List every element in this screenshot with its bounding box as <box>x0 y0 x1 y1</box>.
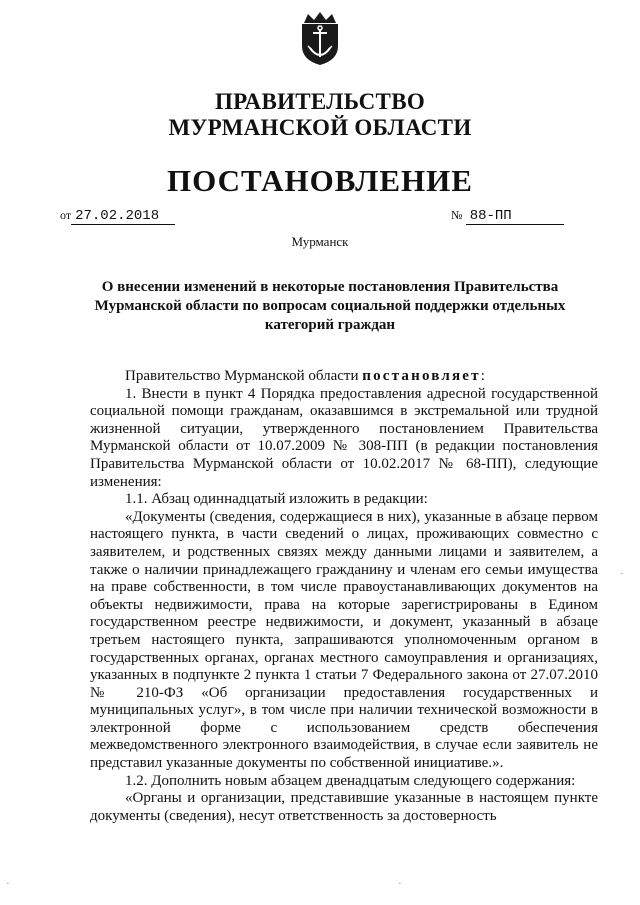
paragraph-1-1: 1.1. Абзац одиннадцатый изложить в редакции: <box>125 491 428 508</box>
document-title: О внесении изменений в некоторые постановления Правительства Мурманской области по вопросам социальной поддержки отдельных категорий граждан <box>94 279 566 333</box>
document-body <box>90 368 598 825</box>
document-type: ПОСТАНОВЛЕНИЕ <box>167 163 473 198</box>
preamble <box>90 368 598 386</box>
number-value: 88-ПП <box>466 208 564 225</box>
paragraph-1: 1. Внести в пункт 4 Порядка предоставления адресной государственной социальной помощи гражданам, оказавшимся в экстремальной или трудной жизненной ситуации, утвержденного постановлением Правительства Мурманской области от 10.07.2009 № 308-ПП (в редакции постановления Правительства Мурманской области от 10.02.2017 № 68-ПП), следующие изменения: <box>90 385 598 490</box>
scan-mark: · <box>620 568 624 580</box>
scan-mark: · <box>398 878 402 890</box>
city: Мурманск <box>291 234 349 249</box>
coat-of-arms-icon <box>298 10 342 66</box>
document-number <box>451 207 564 225</box>
number-label: № <box>451 208 463 222</box>
paragraph-quote-2: «Органы и организации, представившие указанные в настоящем пункте документы (сведения), несут ответственность за достоверность <box>90 790 598 824</box>
preamble-verb: постановляет <box>362 368 481 384</box>
document-date <box>60 207 175 225</box>
organization-name-line1: ПРАВИТЕЛЬСТВО <box>214 89 426 114</box>
organization-name-line2: МУРМАНСКОЙ ОБЛАСТИ <box>168 115 472 140</box>
paragraph-quote-1: «Документы (сведения, содержащиеся в них), указанные в абзаце первом настоящего пункта, в части сведений о лицах, проживающих совместно с заявителем, и родственных связях между данными лицами и заявителем, а также о наличии принадлежащего гражданину и членам его семьи имущества на праве собственности, в том числе правоустанавливающих документов на объекты недвижимости, права на которые зарегистрированы в Едином государственном реестре недвижимости, и документ, указанный в абзаце третьем настоящего пункта, запрашиваются уполномоченным органом в государственных органах, органах местного самоуправления и организациях, указанных в подпункте 2 пункта 1 статьи 7 Федерального закона от 27.07.2010 № 210-ФЗ «Об организации предоставления государственных и муниципальных услуг», в том числе при наличии технической возможности в электронной форме с использованием средств обеспечения межведомственного электронного взаимодействия, в случае если заявитель не представил указанные документы по собственной инициативе.». <box>90 508 598 772</box>
date-value: 27.02.2018 <box>71 208 175 225</box>
preamble-prefix: Правительство Мурманской области <box>125 368 363 384</box>
scan-mark: · <box>6 878 10 890</box>
date-label: от <box>60 208 72 222</box>
preamble-suffix: : <box>480 368 485 384</box>
paragraph-1-2: 1.2. Дополнить новым абзацем двенадцатым следующего содержания: <box>125 772 576 789</box>
